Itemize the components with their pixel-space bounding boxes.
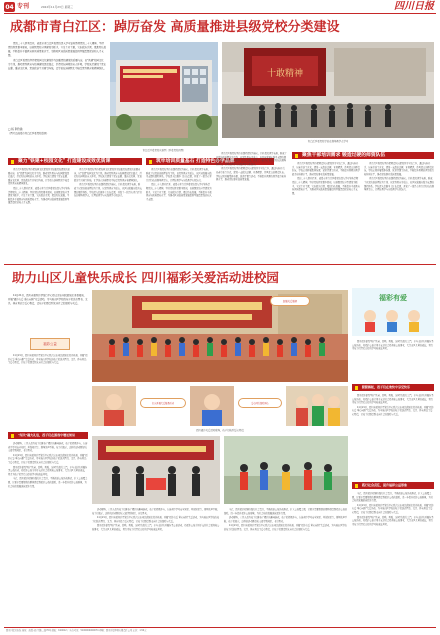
- body-text: 11月21日，四川省福利彩票发行中心联合凉山州民政局走进普格县，开展"福彩有爱 童心向阳"关爱活动，为当地山区学校的孩子们送去图书、文具、体育用品等爱心物资，让孩子们感受到来自社会的温暖与关爱。: [8, 453, 88, 464]
- top-story-author: [8, 128, 106, 136]
- body-text: 活动现场，工作人员为孩子们准备了精彩的趣味游戏，孩子们积极参与，在游戏中学习安全知识、环保知识等，现场笑声不断。孩子们表示，这样的活动既好玩又能学到知识，非常喜欢。: [8, 442, 88, 453]
- body-text: 青白江区委党校坚持把校园文化建设作为加强党校建设的重要内容，以"铁建"校园文化为主线，推动党性教育与校园建设深度融合，打造特色鲜明的育人环境。学校先后建设了党史长廊、廉洁文化园、党员政治生日墙等阵地，让学员在潜移默化中接受党性教育和精神洗礼。: [74, 168, 142, 182]
- heading-marker-icon: [11, 434, 14, 438]
- body-text: 四川福彩始终坚持"扶老、助残、救孤、济困"的发行宗旨，多年来持续开展各类公益活动，将福彩公益金用于支持社会福利和公益事业，关注山区儿童的成长，努力为孩子们营造良好的学习和成长环境。: [352, 394, 434, 405]
- feature-lead-text: 11月21日，四川省福利彩票发行中心联合凉山州民政局走进普格县，开展"福彩有爱 童心向阳"关爱活动，为当地山区学校的孩子们送去图书、文具、体育用品等爱心物资，让孩子们感受到来自社会的温暖与关爱。: [8, 294, 88, 305]
- masthead: [0, 0, 440, 14]
- feature-bubble-2-text: 扎实开展关爱服务活动: [152, 402, 174, 405]
- body-text: 青白江区委党校坚持以课程建设为核心，持续优化教学布局，形成了以党的创新理论为主线、以党性教育为重点、以区域发展实践为支撑的课程体系。学校深入挖掘本土红色资源，开发了一批具有青白江特色的现场教学点，让理论教学与实践教学有机结合。: [216, 152, 287, 166]
- feature-bubble-2: [140, 398, 186, 408]
- school-building-image: [110, 42, 218, 146]
- author-note: （图片由成都市青白江区委党校提供）: [8, 132, 49, 135]
- feature-heading-1: [8, 432, 88, 439]
- body-text: 四川福彩始终坚持"扶老、助残、救孤、济困"的发行宗旨，多年来持续开展各类公益活动，将福彩公益金用于支持社会福利和公益事业，关注山区儿童的成长，努力为孩子们营造良好的学习和成长环境。: [8, 465, 88, 476]
- top-col-4: [216, 152, 288, 258]
- paper-logo: 四川日报: [394, 1, 434, 12]
- feature-headline: 助力山区儿童快乐成长 四川福彩关爱活动进校园: [12, 270, 279, 285]
- body-text: 青白江区委党校坚持把校园文化建设作为加强党校建设的重要内容，以"铁建"校园文化为主线，推动党性教育与校园建设深度融合，打造特色鲜明的育人环境。学校先后建设了党史长廊、廉洁文化园、党员政治生日墙等阵地，让学员在潜移默化中接受党性教育和精神洗礼。: [8, 168, 70, 186]
- feature-lead: [8, 294, 88, 334]
- footer-text: 四川日报社出版 地址：成都市红星路二段70号 邮编：610012 广告许可证：5100004000074 印刷：四川日报印务有限责任公司 定价：1.50元: [6, 629, 147, 632]
- feature-heading-2-text: 默默耕耘，孩子们在欢快中享受快乐: [362, 385, 411, 389]
- side-photo: [222, 42, 434, 138]
- body-text: 党的二十大胜利召开，成都市青白江区委党校深入学习宣传贯彻党的二十大精神，坚持党校姓党根本原则，以县级党校分类建设为抓手，立足主业主课，突出政治引领，聚焦特色发展，不断提升干部教育培训质量和水平，为推动区域高质量发展提供坚强思想保证和人才支撑。: [8, 186, 70, 205]
- kid-photo-1: [92, 386, 136, 426]
- side-photo-caption: 青白江区委党校学员在现场教学点学习: [307, 140, 349, 143]
- feature-lead-text: 11月21日，四川省福利彩票发行中心联合凉山州民政局走进普格县，开展"福彩有爱 童心向阳"关爱活动，为当地山区学校的孩子们送去图书、文具、体育用品等爱心物资，让孩子们感受到来自社会的温暖与关爱。: [8, 354, 88, 365]
- body-text: 活动现场，工作人员为孩子们准备了精彩的趣味游戏，孩子们积极参与，在游戏中学习安全知识、环保知识等，现场笑声不断。孩子们表示，这样的活动既好玩又能学到知识，非常喜欢。: [224, 516, 348, 523]
- body-text: 四川福彩始终坚持"扶老、助残、救孤、济困"的发行宗旨，多年来持续开展各类公益活动，将福彩公益金用于支持社会福利和公益事业，关注山区儿童的成长，努力为孩子们营造良好的学习和成长环境。: [352, 340, 434, 351]
- svg-text:福彩有爱: 福彩有爱: [379, 294, 407, 302]
- feature-bubble-3: [238, 398, 282, 408]
- body-text: 今后，四川福彩将继续践行社会责任，不断创新公益活动形式，扩大公益覆盖面，让更多需要帮助的群体感受到福彩公益的温暖，进一步提升福彩公益形象，为社会和谐发展贡献福彩力量。: [8, 477, 88, 488]
- heading-marker-icon: [11, 160, 14, 164]
- heading-marker-icon: [355, 484, 358, 488]
- body-text: 11月21日，四川省福利彩票发行中心联合凉山州民政局走进普格县，开展"福彩有爱 童心向阳"关爱活动，为当地山区学校的孩子们送去图书、文具、体育用品等爱心物资，让孩子们感受到来自社会的温暖与关爱。: [352, 503, 434, 514]
- body-text: 今后，四川福彩将继续践行社会责任，不断创新公益活动形式，扩大公益覆盖面，让更多需要帮助的群体感受到福彩公益的温暖，进一步提升福彩公益形象，为社会和谐发展贡献福彩力量。: [224, 508, 348, 515]
- section-heading-1-text: 聚力"铁建+校园文化" 打造建设成效优质课: [18, 159, 111, 164]
- feature-heading-3: [352, 482, 434, 489]
- top-col-5: [292, 162, 360, 258]
- section-heading-3-text: 聚焦干部培训需求 锻造过硬的师资队伍: [302, 153, 386, 158]
- body-text: 11月21日，四川省福利彩票发行中心联合凉山州民政局走进普格县，开展"福彩有爱 童心向阳"关爱活动，为当地山区学校的孩子们送去图书、文具、体育用品等爱心物资，让孩子们感受到来自社会的温暖与关爱。: [352, 405, 434, 416]
- kid-portrait-image: [190, 386, 234, 426]
- feature-lead-2: [8, 354, 88, 394]
- body-text: 青白江区委党校坚持把师资队伍建设作为立校之本，通过内培外引、以老带新等方式，建设一支政治过硬、业务精湛、作风优良的师资队伍。学校定期开展集体备课、试讲评课等活动，不断提升教师的教学能力和科研水平，推动党校事业高质量发展。: [364, 162, 434, 176]
- feature-photo-caption: 四川福彩关爱活动现场，孩子们收到爱心物资: [196, 429, 244, 432]
- feature-col-3: [224, 508, 348, 624]
- body-text: 11月21日，四川省福利彩票发行中心联合凉山州民政局走进普格县，开展"福彩有爱 童心向阳"关爱活动，为当地山区学校的孩子们送去图书、文具、体育用品等爱心物资，让孩子们感受到来自社会的温暖与关爱。: [224, 524, 347, 531]
- body-text: 今后，四川福彩将继续践行社会责任，不断创新公益活动形式，扩大公益覆盖面，让更多需要帮助的群体感受到福彩公益的温暖，进一步提升福彩公益形象，为社会和谐发展贡献福彩力量。: [352, 492, 433, 503]
- feature-right-col: [352, 340, 434, 380]
- page-number: 04: [5, 3, 14, 11]
- body-text: 青白江区委党校坚持以课程建设为核心，持续优化教学布局，形成了以党的创新理论为主线、以党性教育为重点、以区域发展实践为支撑的课程体系。学校深入挖掘本土红色资源，开发了一批具有青白江特色的现场教学点，让理论教学与实践教学有机结合。: [364, 177, 434, 192]
- cartoon-kids-image: [352, 288, 434, 336]
- masthead-rule: [4, 13, 436, 14]
- body-text: 青白江区委党校坚持把师资队伍建设作为立校之本，通过内培外引、以老带新等方式，建设一支政治过硬、业务精湛、作风优良的师资队伍。学校定期开展集体备课、试讲评课等活动，不断提升教师的教学能力和科研水平，推动党校事业高质量发展。: [292, 162, 360, 176]
- top-story-lead: [8, 42, 106, 124]
- students-activity-image: [224, 436, 348, 504]
- feature-badge: [30, 338, 70, 350]
- top-col-6: [364, 162, 434, 258]
- body-text: 青白江区委党校坚持以课程建设为核心，持续优化教学布局，形成了以党的创新理论为主线、以党性教育为重点、以区域发展实践为支撑的课程体系。学校深入挖掘本土红色资源，开发了一批具有青白江特色的现场教学点，让理论教学与实践教学有机结合。: [74, 183, 142, 198]
- kids-group-image: [286, 386, 348, 426]
- story-divider: [4, 264, 436, 265]
- feature-col-right-1: [352, 394, 434, 478]
- body-text: 党的二十大胜利召开，成都市青白江区委党校深入学习宣传贯彻党的二十大精神，坚持党校姓党根本原则，以县级党校分类建设为抓手，立足主业主课，突出政治引领，聚焦特色发展，不断提升干部教育培训质量和水平，为推动区域高质量发展提供坚强思想保证和人才支撑。: [146, 183, 212, 201]
- donation-ceremony-image: [92, 436, 220, 504]
- feature-photo: [92, 290, 348, 382]
- feature-heading-3-text: 践行社会责任，提升福彩公益形象: [362, 483, 408, 487]
- feature-col-right-2: [352, 492, 434, 624]
- feature-bubble-1: [270, 296, 310, 306]
- feature-col-2: [92, 508, 220, 624]
- heading-marker-icon: [295, 154, 298, 158]
- body-text: 四川福彩始终坚持"扶老、助残、救孤、济困"的发行宗旨，多年来持续开展各类公益活动，将福彩公益金用于支持社会福利和公益事业，关注山区儿童的成长，努力为孩子们营造良好的学习和成长环境。: [92, 524, 220, 531]
- main-photo-caption: 青白江区委党校实景图（区委党校供图）: [142, 149, 186, 152]
- body-text: 11月21日，四川省福利彩票发行中心联合凉山州民政局走进普格县，开展"福彩有爱 童心向阳"关爱活动，为当地山区学校的孩子们送去图书、文具、体育用品等爱心物资，让孩子们感受到来自社会的温暖与关爱。: [92, 516, 220, 523]
- body-text: 四川福彩始终坚持"扶老、助残、救孤、济困"的发行宗旨，多年来持续开展各类公益活动，将福彩公益金用于支持社会福利和公益事业，关注山区儿童的成长，努力为孩子们营造良好的学习和成长环境。: [352, 515, 434, 526]
- feature-heading-1-text: "闯关"趣大礼包，孩子们在游戏中增长知识: [18, 433, 76, 437]
- feature-badge-text: 福彩公益: [43, 342, 57, 346]
- lead-text: 党的二十大胜利召开，成都市青白江区委党校深入学习宣传贯彻党的二十大精神，坚持党校姓党根本原则，以县级党校分类建设为抓手，立足主业主课，突出政治引领，聚焦特色发展，不断提升干部教育培训质量和水平，为推动区域高质量发展提供坚强思想保证和人才支撑。: [8, 42, 106, 57]
- bottom-photo-2: [224, 436, 348, 504]
- svg-text:十敢精神: 十敢精神: [266, 69, 304, 79]
- body-text: 青白江区委党校坚持以课程建设为核心，持续优化教学布局，形成了以党的创新理论为主线、以党性教育为重点、以区域发展实践为支撑的课程体系。学校深入挖掘本土红色资源，开发了一批具有青白江特色的现场教学点，让理论教学与实践教学有机结合。: [146, 168, 212, 182]
- section-name: 专刊: [17, 3, 30, 10]
- cartoon-panel: [352, 288, 434, 336]
- heading-marker-icon: [149, 160, 152, 164]
- top-col-2: [74, 168, 142, 258]
- crowd-image: [92, 290, 348, 382]
- section-heading-2-text: 筑牢培训质量基石 打造特色办学品牌: [156, 159, 235, 164]
- kid-photo-3: [286, 386, 348, 426]
- body-text: 党的二十大胜利召开，成都市青白江区委党校深入学习宣传贯彻党的二十大精神，坚持党校姓党根本原则，以县级党校分类建设为抓手，立足主业主课，突出政治引领，聚焦特色发展，不断提升干部教育培训质量和水平，为推动区域高质量发展提供坚强思想保证和人才支撑。: [292, 177, 360, 195]
- section-heading-3: [292, 152, 434, 159]
- section-heading-1: [8, 158, 142, 165]
- kid-portrait-image: [92, 386, 136, 426]
- top-col-1: [8, 168, 70, 258]
- bottom-photo-1: [92, 436, 220, 504]
- issue-date: 2022年11月23日 星期三: [41, 5, 73, 9]
- author-line: □ 杨 荆玲瑜: [8, 128, 23, 131]
- feature-col-1: [8, 442, 88, 624]
- feature-bubble-3-text: 爱心同行温暖同心: [251, 402, 269, 405]
- body-text: 青白江区委党校坚持把师资队伍建设作为立校之本，通过内培外引、以老带新等方式，建设一支政治过硬、业务精湛、作风优良的师资队伍。学校定期开展集体备课、试讲评课等活动，不断提升教师的教学能力和科研水平，推动党校事业高质量发展。: [216, 167, 287, 182]
- kid-photo-2: [190, 386, 234, 426]
- visitors-image: [222, 42, 434, 138]
- top-story-headline: 成都市青白江区：踔厉奋发 高质量推进县级党校分类建设: [10, 20, 340, 35]
- heading-marker-icon: [355, 386, 358, 390]
- feature-bubble-1-text: 加强关爱服务: [282, 300, 298, 303]
- body-text: 活动现场，工作人员为孩子们准备了精彩的趣味游戏，孩子们积极参与，在游戏中学习安全知识、环保知识等，现场笑声不断。孩子们表示，这样的活动既好玩又能学到知识，非常喜欢。: [92, 508, 220, 515]
- feature-heading-2: [352, 384, 434, 391]
- top-col-3: [146, 168, 212, 258]
- lead-text-continued: 青白江区委党校坚持把校园文化建设作为加强党校建设的重要内容，以"铁建"校园文化为主线，推动党性教育与校园建设深度融合，打造特色鲜明的育人环境。学校先后建设了党史长廊、廉洁文化园、党员政治生日墙等阵地，让学员在潜移默化中接受党性教育和精神洗礼。: [8, 59, 106, 70]
- main-photo: [110, 42, 218, 146]
